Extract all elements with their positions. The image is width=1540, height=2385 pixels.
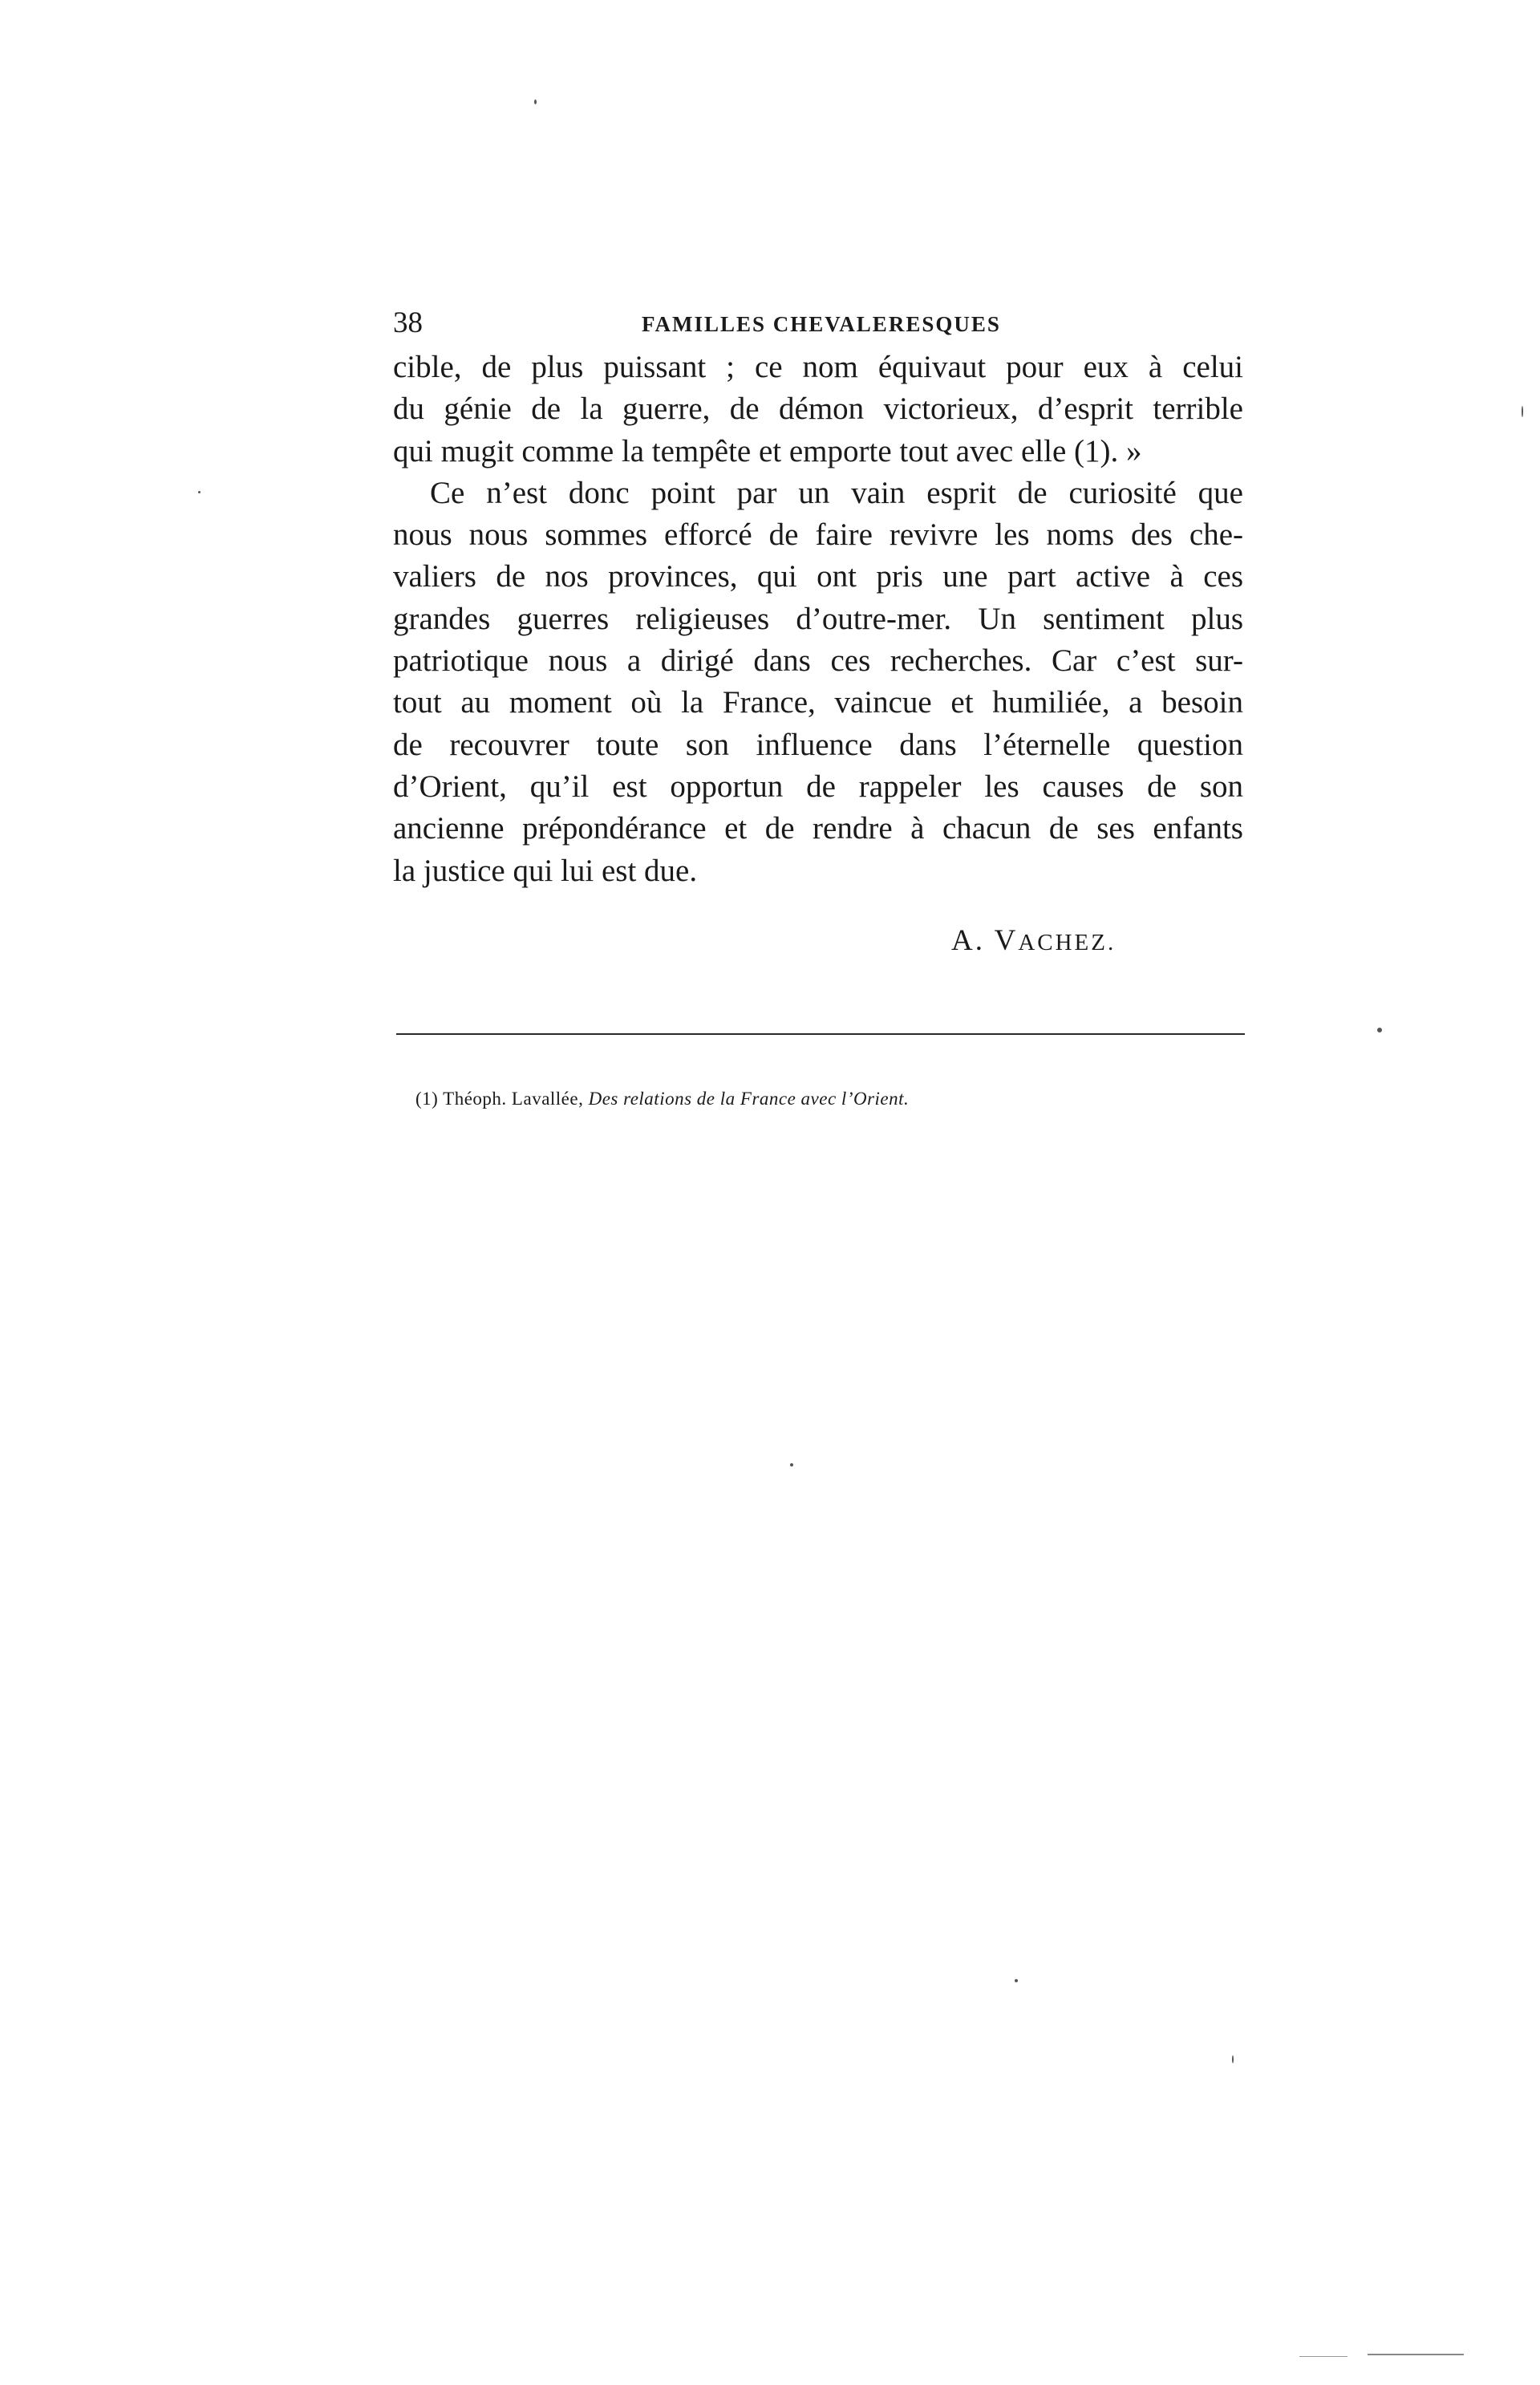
text-line: de recouvrer toute son influence dans l’éternelle question [393,727,1243,762]
text-line: qui mugit comme la tempête et emporte tout avec elle (1). » [393,433,1142,468]
text-line: la justice qui lui est due. [393,853,698,888]
footnote-title: Des relations de la France avec l’Orient. [588,1089,910,1109]
signature-initial: A. [951,924,985,957]
page-number: 38 [393,306,423,339]
footnote-author: Théoph. Lavallée, [443,1089,584,1109]
running-title: FAMILLES CHEVALERESQUES [642,312,1001,336]
footnote-separator [396,1033,1245,1035]
paragraph-2 [393,473,1243,892]
text-line: d’Orient, qu’il est opportun de rappeler les causes de son [393,769,1243,804]
text-line: grandes guerres religieuses d’outre-mer. Un sentiment plus [393,601,1243,636]
footnote [415,1085,909,1113]
signature-name-rest: ACHEZ. [1018,930,1116,955]
text-line: nous nous sommes efforcé de faire revivre les noms des che- [393,517,1243,553]
text-line: valiers de nos provinces, qui ont pris une part active à ces [393,559,1243,594]
scan-speck [1377,1028,1382,1032]
text-line: cible, de plus puissant ; ce nom équivaut pour eux à celui [393,350,1243,384]
scan-speck [1015,1979,1018,1982]
footnote-marker: (1) [415,1089,439,1109]
paragraph-1 [393,347,1243,473]
signature-name-first: V [994,924,1019,957]
scan-speck [1299,2356,1348,2357]
scan-speck [1522,406,1523,417]
scan-speck [790,1463,793,1466]
text-line: patriotique nous a dirigé dans ces recherches. Car c’est sur- [393,643,1243,679]
text-line: du génie de la guerre, de démon victorieux, d’esprit terrible [393,391,1243,427]
scan-speck [198,491,201,493]
author-signature [951,921,1116,963]
text-line: Ce n’est donc point par un vain esprit de curiosité que [430,475,1243,510]
text-line: ancienne prépondérance et de rendre à chacun de ses enfants [393,811,1243,846]
scan-speck [534,99,537,104]
text-line: tout au moment où la France, vaincue et humiliée, a besoin [393,685,1243,720]
body-text [393,347,1243,892]
scan-speck [1368,2354,1464,2355]
page-header [393,303,1243,343]
scan-speck [1232,2055,1234,2063]
